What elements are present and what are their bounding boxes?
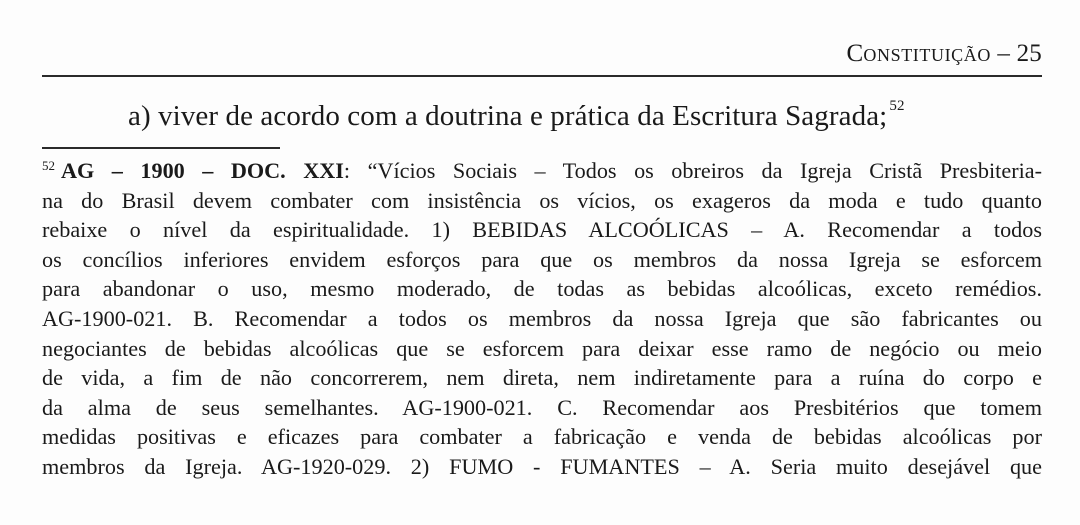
footnote-line-1	[42, 156, 1042, 186]
header-rule	[42, 75, 1042, 77]
footnote-number: 52	[42, 157, 55, 173]
main-text-line	[128, 100, 905, 133]
footnote-line: negociantes de bebidas alcoólicas que se esforcem para deixar esse ramo de negócio ou meio	[42, 335, 1042, 361]
footnote-line: para abandonar o uso, mesmo moderado, de todas as bebidas alcoólicas, exceto remédios.	[42, 276, 1042, 302]
main-text: a) viver de acordo com a doutrina e prática da Escritura Sagrada;	[128, 100, 888, 132]
footnote-line: membros da Igreja. AG-1920-029. 2) FUMO - FUMANTES – A. Seria muito desejável que	[42, 453, 1042, 479]
footnote-heading: AG – 1900 – DOC. XXI	[61, 158, 344, 183]
footnote-line: rebaixe o nível da espiritualidade. 1) BEBIDAS ALCOÓLICAS – A. Recomendar a todos	[42, 217, 1042, 243]
footnote-line: de vida, a fim de não concorrerem, nem direta, nem indiretamente para a ruína do corpo e	[42, 365, 1042, 391]
footnote-line: AG-1900-021. B. Recomendar a todos os membros da nossa Igreja que são fabricantes ou	[42, 305, 1042, 331]
footnote-line: os concílios inferiores envidem esforços para que os membros da nossa Igreja se esforcem	[42, 246, 1042, 272]
footnote-line: da alma de seus semelhantes. AG-1900-021. C. Recomendar aos Presbitérios que tomem	[42, 394, 1042, 420]
page-number: 25	[1016, 40, 1042, 67]
footnote-reference[interactable]: 52	[889, 98, 905, 115]
footnote-line: medidas positivas e eficazes para combater a fabricação e venda de bebidas alcoólicas por	[42, 424, 1042, 450]
section-title-rest: ONSTITUIÇÃO	[863, 45, 991, 65]
running-head	[847, 40, 1042, 68]
section-title-initial: C	[846, 40, 864, 67]
running-head-separator: –	[990, 40, 1017, 67]
footnote	[42, 156, 1042, 482]
footnote-rule	[42, 147, 280, 149]
footnote-first-line-text: : “Vícios Sociais – Todos os obreiros da Igreja Cristã Presbiteria-	[343, 158, 1042, 183]
footnote-line: na do Brasil devem combater com insistência os vícios, os exageros da moda e tudo quanto	[42, 187, 1042, 213]
